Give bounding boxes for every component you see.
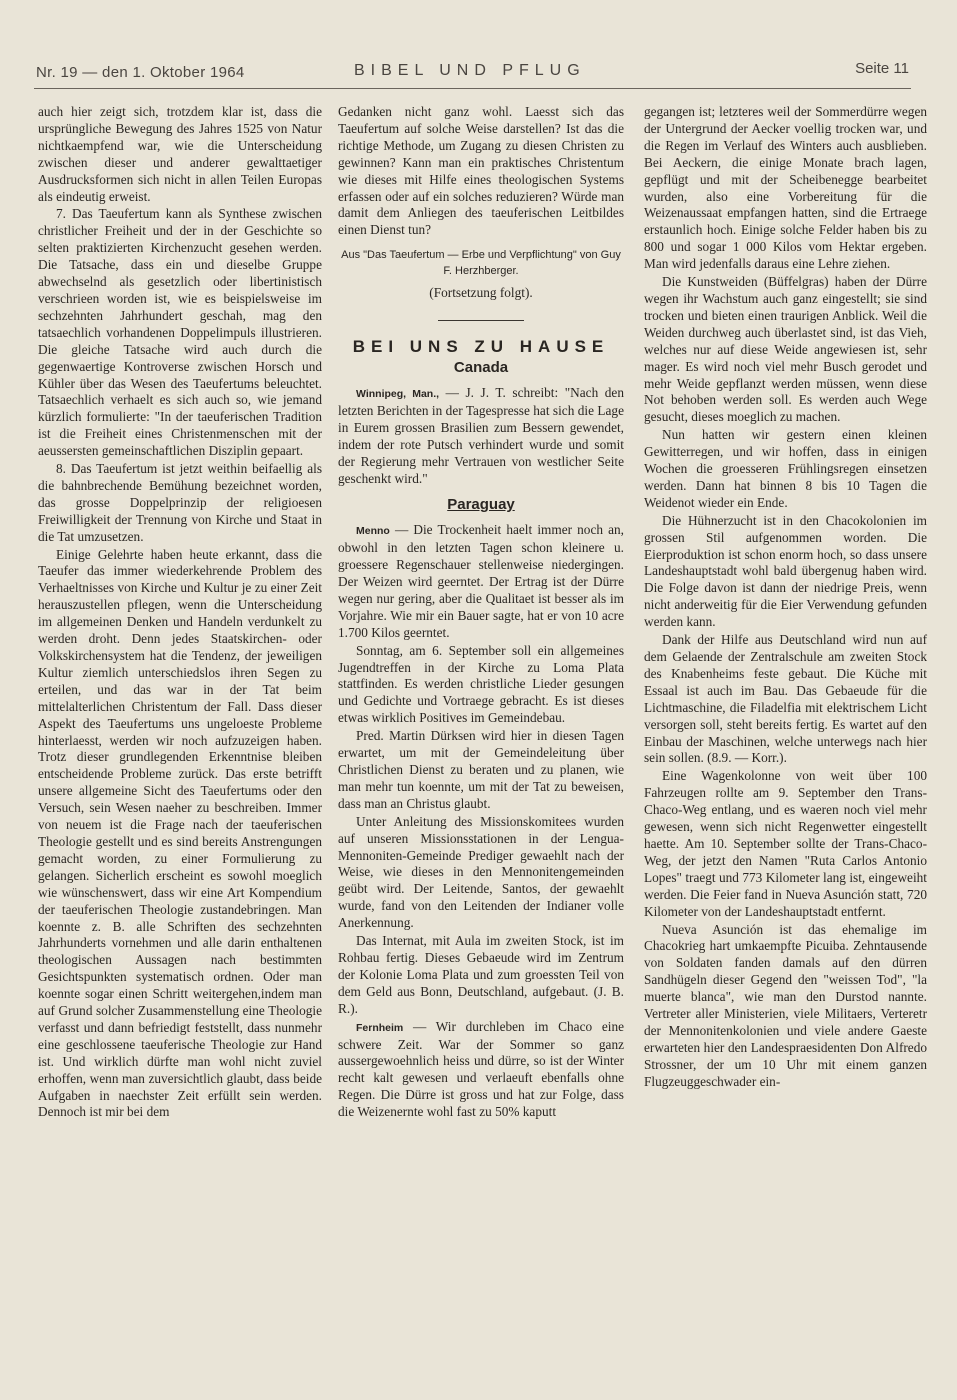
report-text: — J. J. T. schreibt: "Nach den letzten Berichten in der Tagespresse hat sich die Lage in Eurem grossen Brasilien zum Bessern gewendet, indem der rote Putsch verhindert wurde und somit der Regierung mehr Vertrauen von westlicher Seite geschenkt wird." [338, 384, 624, 486]
article-source: Aus "Das Taeufertum — Erbe und Verpflichtung" von Guy F. Herzhberger. [341, 249, 621, 278]
paragraph: Pred. Martin Dürksen wird hier in diesen Tagen erwartet, um mit der Gemeindeleitung über Christlichen Dienst zu beraten und zu planen, wie man mehr tun koennte, um mit der Tat zu beweisen, dass man an Christus glaubt. [338, 728, 624, 811]
subheading-canada: Canada [453, 359, 509, 377]
report-menno [338, 522, 624, 641]
paragraph: Sonntag, am 6. September soll ein allgemeines Jugendtreffen in der Kirche zu Loma Plata stattfinden. Es werden christliche Lieder gesungen und Gedichte und Vortraege gebracht. Es ist dieses etwas wirklich Positives im Gemeindebau. [338, 642, 624, 726]
paragraph: Eine Wagenkolonne von weit über 100 Fahrzeugen rollte am 9. September den Trans-Chaco-Weg entlang, und es waeren noch viel mehr gewesen, wenn sich nicht Regenwetter eingestellt haette. Am 10. September sollte der Trans-Chaco-Weg, der jetzt den Namen "Ruta Carlos Antonio Lopes" traegt und 773 Kilometer lang ist, eingeweiht werden. Die Feier fand in Nueva Asunción statt, 720 Kilometer von der Landeshauptstadt entfernt. [644, 768, 927, 919]
header-rule [34, 88, 911, 89]
paragraph: Die Hühnerzucht ist in den Chacokolonien im grossen Stil aufgenommen worden. Die Eierproduktion ist schon enorm hoch, so dass unsere Landeshauptstadt wohl bald übergenug haben wird. Die Folge davon ist dann der niedrige Preis, wenn nicht anderweitig für die Eier Verwendung gefunden werden kann. [644, 512, 927, 630]
page-number: Seite 11 [855, 60, 909, 77]
report-fernheim [338, 1019, 624, 1121]
dateline: Menno [356, 525, 390, 538]
paragraph: Einige Gelehrte haben heute erkannt, dass die Taeufer das immer wiederkehrende Problem des Verhaeltnisses von Kirche und Kultur je zu einer Zeit herauszustellen pflegen, wenn die Unterscheidung im allgemeinen Denken und Handeln verdunkelt zu werden droht. Denn jedes Staatskirchen- oder Volkskirchensystem hat die Tendenz, der jeweiligen Kultur ziemlich unterschiedslos ihren Segen zu erteilen, und das war in der Tat beim mittelalterlichen Christentum der Fall. Dass dieser Aspekt des Taeufertums uns ungeloeste Probleme hinterlaesst, werden wir noch aufzuzeigen haben. Trotz dieser grundlegenden Erkenntnise bleiben entscheidende Probleme zurück. Das erste betrifft unsere allgemeine Sicht des Taeufertums oder den Versuch, sein Wesen naeher zu beschreiben. Immer von neuem ist die Frage nach der taeuferischen Theologie gestellt und es sind bereits Anstrengungen gemacht worden, zu einer Formulierung zu gelangen. Sicherlich erscheint es sowohl moeglich wie wünschenswert, dass wir eine Art Kompendium der taeuferischen Theologie zustandebringen. Man koennte z. B. alle Schriften des sechzehnten Jahrhunderts vornehmen und alle darin enthaltenen theologischen Aussagen nach bestimmten Gesichtspunkten systematisch ordnen. Oder man koennte sogar einen Schritt weitergehen,indem man auf Grund solcher Zusammenstellung eine Theologie verfasst und dann befriedigt feststellt, dass nunmehr eine geschlossene taeuferische Theologie zur Hand ist. Und wirklich dürfte man wohl nicht zuviel erhoffen, wenn man zuversichtlich glaubt, dass beide Aufgaben in naechster Zeit erfüllt sein werden. Dennoch ist mir bei dem [38, 546, 322, 1120]
paragraph: gegangen ist; letzteres weil der Sommerdürre wegen der Untergrund der Aecker voellig trocken war, und die Regen im Verlauf des Winters auch ausblieben. Bei Aeckern, die einige Monate brach lagen, gepflügt und mit der Scheibenegge bearbeitet wurden, also eine Vorbereitung für die Weizenaussaat empfangen hatten, sind die Ertraege erstaunlich hoch. Einige solche Felder haben bis zu 800 und sogar 1 000 Kilos vom Hektar ergeben. Man wird jedenfalls daraus eine Lehre ziehen. [644, 104, 927, 272]
paragraph: Dank der Hilfe aus Deutschland wird nun auf dem Gelaende der Zentralschule am zweiten Stock des Knabenheims feste gebaut. Die Küche mit Essaal ist auch im Bau. Das Gebaeude für die Lichtmaschine, die Filadelfia mit elektrischem Licht versorgen soll, steht bereits fertig. Es wartet auf den Einbau der Maschinen, welche unterwegs nach hier sein sollen. (8.9. — Korr.). [644, 632, 927, 766]
publication-title: BIBEL UND PFLUG [354, 62, 586, 79]
paragraph: 7. Das Taeufertum kann als Synthese zwischen christlicher Freiheit und der in der Geschichte so selten praktizierten Kirchenzucht gesehen werden. Die Tatsache, dass ein und dieselbe Gruppe abwechselnd als gesetzlich oder libertinistisch verschrieen worden ist, wie es beispielsweise im sechzehnten Jahrhundert geschah, mag den tatsaechlich vorhandenen Doppelimpuls illustrieren. Die gleiche Tatsache wird auch durch die gegenwaertige Kontroverse zwischen Horsch und Kühler über das Wesen des Taeufertums beleuchtet. Tatsaechlich verhaelt es sich auch so, wie jemand kürzlich formulierte: "In der taeuferischen Tradition ist die Freiheit eines Christenmenschen mit der aeussersten gemeinschaftlichen Disziplin gepaart. [38, 206, 322, 459]
column-3 [644, 104, 927, 1091]
report-winnipeg [338, 385, 624, 487]
page-header [36, 60, 909, 86]
paragraph: Nun hatten wir gestern einen kleinen Gewitterregen, und wir hoffen, dass in einigen Wochen die groesseren Frühlingsregen einsetzen werden. Dann hat binnen 8 bis 10 Tagen die Weidenot wieder ein Ende. [644, 427, 927, 510]
dateline: Winnipeg, Man., [356, 387, 440, 400]
paragraph: Nueva Asunción ist das ehemalige im Chacokrieg hart umkaempfte Picuiba. Zehntausende von Soldaten fanden damals auf den dürren Sandhügeln dieser Gegend den "weissen Tod", "la muerte blanca", wie man den Durstod nannte. Vertreter aller Ministerien, viele Militaers, Verteretr der Mennonitenkolonien und viele andere Gaeste erwarteten hier den Landespraesidenten Don Alfredo Strossner, der um 10 Uhr mit einem ganzen Flugzeuggeschwader ein- [644, 921, 927, 1089]
section-divider [438, 320, 524, 321]
subheading-paraguay: Paraguay [447, 496, 515, 514]
report-text: — Die Trockenheit haelt immer noch an, obwohl in den letzten Tagen schon kleinere u. groessere Regenschauer stellenweise niedergingen. Der Weizen wird geerntet. Der Ertrag ist der Dürre wegen nur gering, aber die Qualitaet ist besser als im Vorjahre. Wie mir ein Bauer sagte, hat er von 10 acre 1.700 Kilos geerntet. [338, 522, 624, 640]
column-2 [338, 104, 624, 1121]
column-1 [38, 104, 322, 1121]
report-text: — Wir durchleben im Chaco eine schwere Zeit. War der Sommer so ganz aussergewoehnlich heiss und dürre, so ist der Winter recht kalt gewesen und verlaeuft ebenfalls ohne Regen. Die Dürre ist gross und hat zur Folge, dass die Weizenernte wohl fast zu 50% kaputt [338, 1018, 624, 1120]
paragraph: Unter Anleitung des Missionskomitees wurden auf unseren Missionsstationen in der Lengua-Mennoniten-Gemeinde Prediger gewaehlt nach der Weise, wie dieses in den Mennonitengemeinden geübt wird. Der Leitende, Santos, der gewaehlt wurde, fand von den Leitenden der Indianer volle Anerkennung. [338, 813, 624, 931]
continued-note: (Fortsetzung folgt). [429, 285, 533, 301]
paragraph: Das Internat, mit Aula im zweiten Stock, ist im Rohbau fertig. Dieses Gebaeude wird im Zentrum der Kolonie Loma Plata und zum groessten Teil von dem Geld aus Bonn, Deutschland, aufgebaut. (J. B. R.). [338, 933, 624, 1016]
paragraph: auch hier zeigt sich, trotzdem klar ist, dass die ursprüngliche Bewegung des Jahres 1525 von Natur nichtkaempfend war, wie die Unterscheidung zwischen dieser und anderer gewalttaetiger Ausdrucksformen sich nicht in allen Teilen Europas als eindeutig erweist. [38, 104, 322, 204]
paragraph: Gedanken nicht ganz wohl. Laesst sich das Taeufertum auf solche Weise darstellen? Ist das die richtige Methode, um Zugang zu diesen Christen zu gewinnen? Kann man ein praktisches Christentum wie dieses mit Hilfe eines theologischen Systems erfassen oder auf ein solches reduzieren? Würde man damit dem Anliegen des taeuferischen Leitbildes einen Dienst tun? [338, 104, 624, 238]
dateline: Fernheim [356, 1021, 404, 1034]
section-title: BEI UNS ZU HAUSE [352, 337, 610, 357]
paragraph: 8. Das Taeufertum ist jetzt weithin beifaellig als die bahnbrechende Bemühung bezeichnet worden, das grosse Doppelprinzip der religioesen Freiwilligkeit der Trennung von Kirche und Staat in die Tat umzusetzen. [38, 461, 322, 544]
paragraph: Die Kunstweiden (Büffelgras) haben der Dürre wegen ihr Wachstum auch ganz eingestellt; sie sind trocken und bieten einen traurigen Anblick. Weil die Weiden durchweg auch überlastet sind, ist das Vieh, welches nur auf diese Weide angewiesen ist, sehr mager. Es wird noch viel mehr Busch gerodet und mehr Weide gepflanzt werden müssen, wenn diese Not behoben werden soll. Es werden auch Wege gesucht, dieses moeglich zu machen. [644, 274, 927, 425]
issue-date: Nr. 19 — den 1. Oktober 1964 [36, 64, 245, 81]
